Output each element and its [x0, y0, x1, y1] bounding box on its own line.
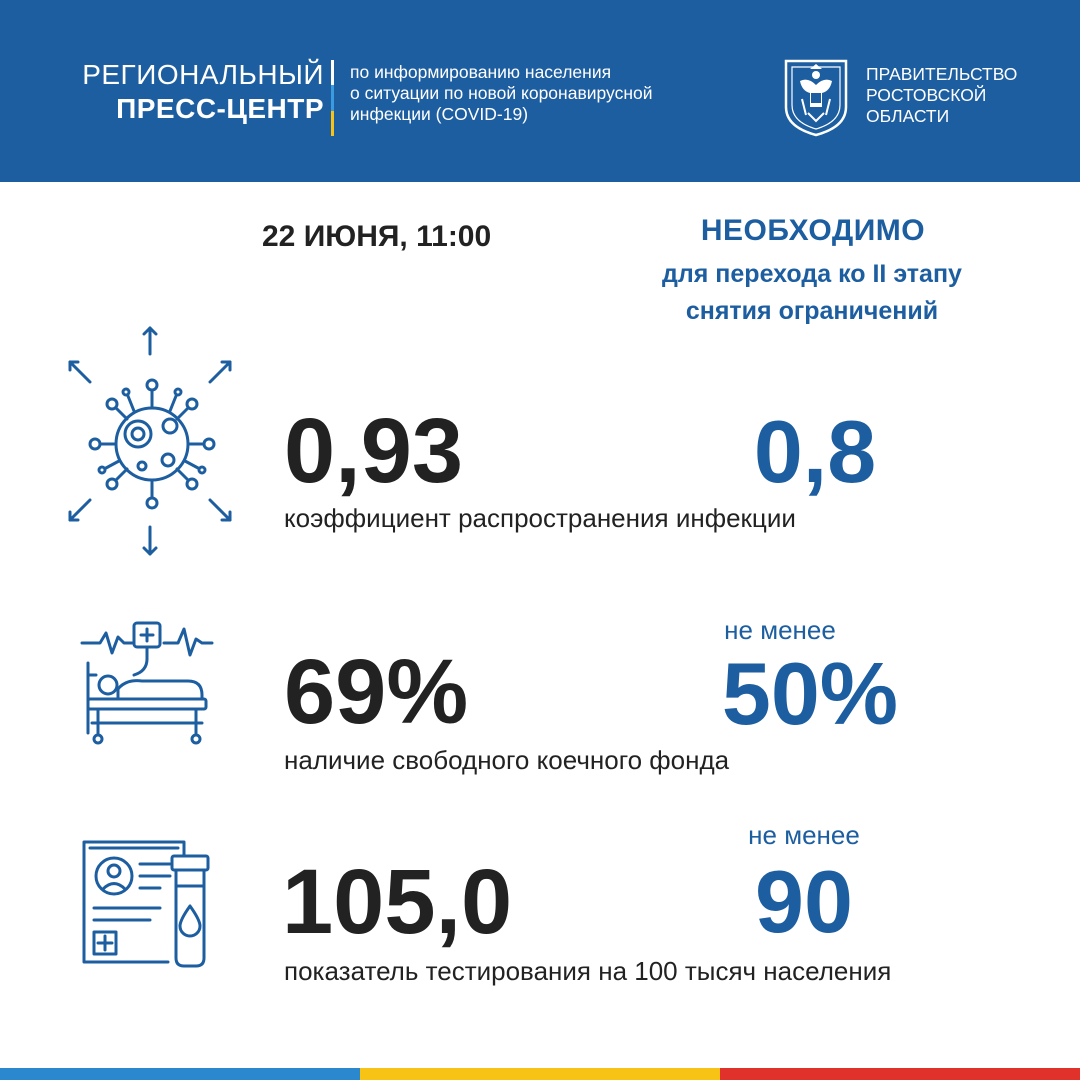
- subtitle-line: инфекции (COVID-19): [350, 104, 529, 124]
- requirement-subtitle: [600, 256, 1024, 330]
- tricolor-white: [331, 60, 334, 85]
- header-banner: [0, 0, 1080, 182]
- test-tube-document-icon: [80, 838, 215, 970]
- bottom-color-bar: [0, 1068, 1080, 1080]
- report-date: 22 ИЮНЯ, 11:00: [262, 220, 492, 253]
- subtitle-line: по информированию населения: [350, 62, 612, 82]
- metric-value-beds: 69%: [284, 641, 469, 743]
- press-center-title: [82, 58, 324, 126]
- subtitle-line: о ситуации по новой коронавирусной: [350, 83, 653, 103]
- brand-line-press-center: ПРЕСС-ЦЕНТР: [116, 93, 324, 124]
- metric-target-testing: 90: [755, 852, 853, 951]
- brand-line-regional: РЕГИОНАЛЬНЫЙ: [82, 59, 324, 90]
- metric-caption-testing: показатель тестирования на 100 тысяч населения: [284, 956, 892, 986]
- metric-value-testing: 105,0: [282, 851, 513, 953]
- gov-line: РОСТОВСКОЙ: [866, 85, 987, 105]
- bottom-bar-red: [720, 1068, 1080, 1080]
- hospital-bed-icon: [78, 615, 218, 750]
- virus-spread-icon: [60, 322, 240, 560]
- metric-target-prefix-beds: не менее: [724, 615, 836, 645]
- metric-target-spread: 0,8: [753, 402, 877, 501]
- metric-target-beds: 50%: [721, 644, 899, 743]
- bottom-bar-blue: [0, 1068, 360, 1080]
- government-name: [866, 64, 1017, 127]
- gov-line: ОБЛАСТИ: [866, 106, 950, 126]
- metric-caption-beds: наличие свободного коечного фонда: [284, 745, 730, 775]
- requirement-title: НЕОБХОДИМО: [700, 214, 926, 247]
- metric-target-prefix-testing: не менее: [748, 820, 860, 850]
- gov-line: ПРАВИТЕЛЬСТВО: [866, 64, 1018, 84]
- bottom-bar-yellow: [360, 1068, 720, 1080]
- coat-of-arms-icon: [780, 55, 852, 139]
- requirement-subtitle-line: снятия ограничений: [685, 297, 939, 325]
- tricolor-divider: [331, 60, 334, 136]
- tricolor-yellow: [331, 111, 334, 136]
- tricolor-blue: [331, 85, 334, 110]
- press-center-subtitle: [350, 62, 750, 125]
- metric-caption-spread: коэффициент распространения инфекции: [284, 503, 796, 533]
- metric-value-spread: 0,93: [284, 400, 464, 502]
- requirement-subtitle-line: для перехода ко II этапу: [662, 260, 962, 288]
